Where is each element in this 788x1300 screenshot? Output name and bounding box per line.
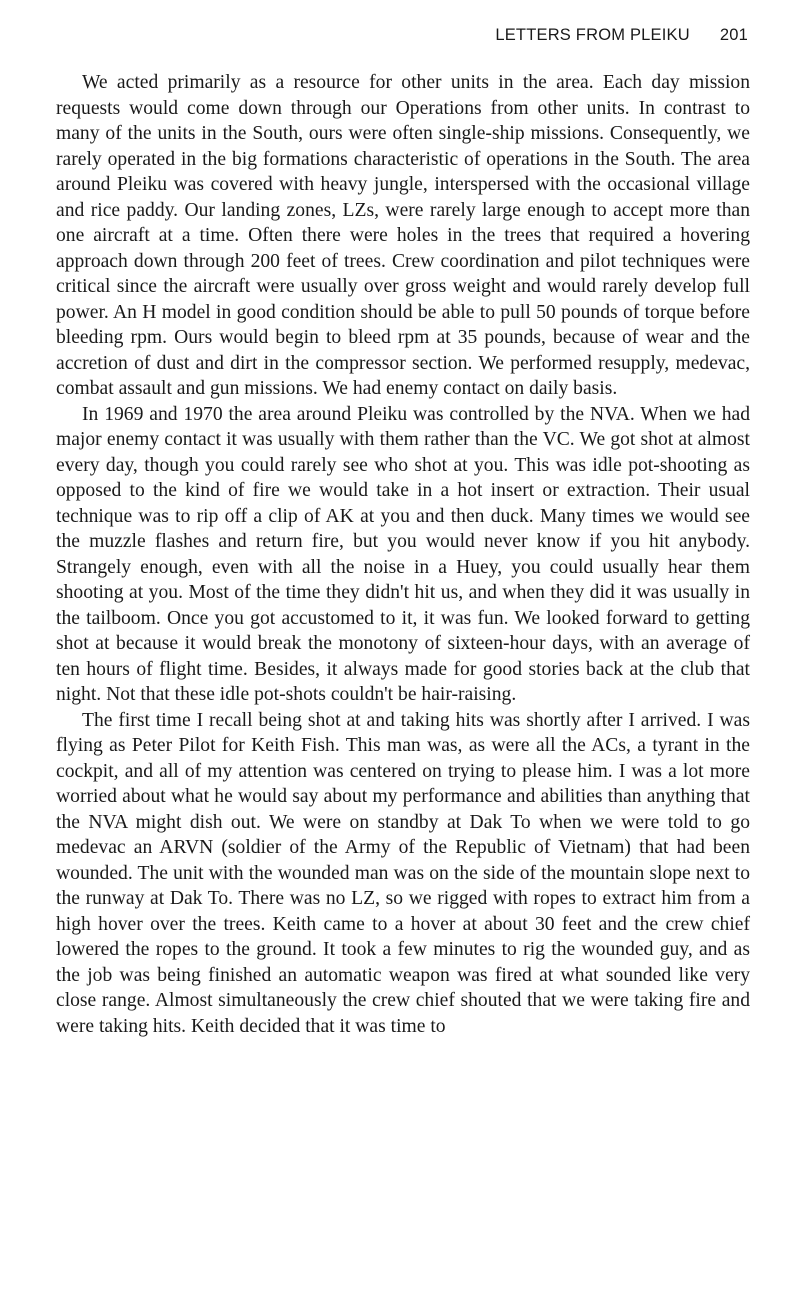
paragraph: The first time I recall being shot at and taking hits was shortly after I arrived. I was flying as Peter Pilot for Keith Fish. This man was, as were all the ACs, a tyrant in the cockpit, and all of my attention was centered on trying to please him. I was a lot more worried about what he would say about my performance and abilities than anything that the NVA might dish out. We were on standby at Dak To when we were told to go medevac an ARVN (soldier of the Army of the Republic of Vietnam) that had been wounded. The unit with the wounded man was on the side of the mountain slope next to the runway at Dak To. There was no LZ, so we rigged with ropes to extract him from a high hover over the trees. Keith came to a hover at about 30 feet and the crew chief lowered the ropes to the ground. It took a few minutes to rig the wounded guy, and as the job was being finished an automatic weapon was fired at what sounded like very close range. Almost simultaneously the crew chief shouted that we were taking fire and were taking hits. Keith decided that it was time to — [56, 709, 750, 1037]
body-text — [56, 70, 750, 1039]
page-number: 201 — [719, 26, 748, 44]
paragraph: In 1969 and 1970 the area around Pleiku was controlled by the NVA. When we had major enemy contact it was usually with them rather than the VC. We got shot at almost every day, though you could rarely see who shot at you. This was idle pot-shooting as opposed to the kind of fire we would take in a hot insert or extraction. Their usual technique was to rip off a clip of AK at you and then duck. Many times we would see the muzzle flashes and return fire, but you would never know if you hit anybody. Strangely enough, even with all the noise in a Huey, you could usually hear them shooting at you. Most of the time they didn't hit us, and when they did it was usually in the tailboom. Once you got accustomed to it, it was fun. We looked forward to getting shot at because it would break the monotony of sixteen-hour days, with an average of ten hours of flight time. Besides, it always made for good stories back at the club that night. Not that these idle pot-shots couldn't be hair-raising. — [56, 403, 750, 705]
paragraph: We acted primarily as a resource for other units in the area. Each day mission requests would come down through our Operations from other units. In contrast to many of the units in the South, ours were often single-ship missions. Consequently, we rarely operated in the big formations characteristic of operations in the South. The area around Pleiku was covered with heavy jungle, interspersed with the occasional village and rice paddy. Our landing zones, LZs, were rarely large enough to accept more than one aircraft at a time. Often there were holes in the trees that required a hovering approach down through 200 feet of trees. Crew coordination and pilot techniques were critical since the aircraft were usually over gross weight and would rarely develop full power. An H model in good condition should be able to pull 50 pounds of torque before bleeding rpm. Ours would begin to bleed rpm at 35 pounds, because of wear and the accretion of dust and dirt in the compressor section. We performed resupply, medevac, combat assault and gun missions. We had enemy contact on daily basis. — [56, 72, 750, 399]
running-header-title: LETTERS FROM PLEIKU — [495, 26, 690, 44]
running-header — [495, 26, 748, 45]
